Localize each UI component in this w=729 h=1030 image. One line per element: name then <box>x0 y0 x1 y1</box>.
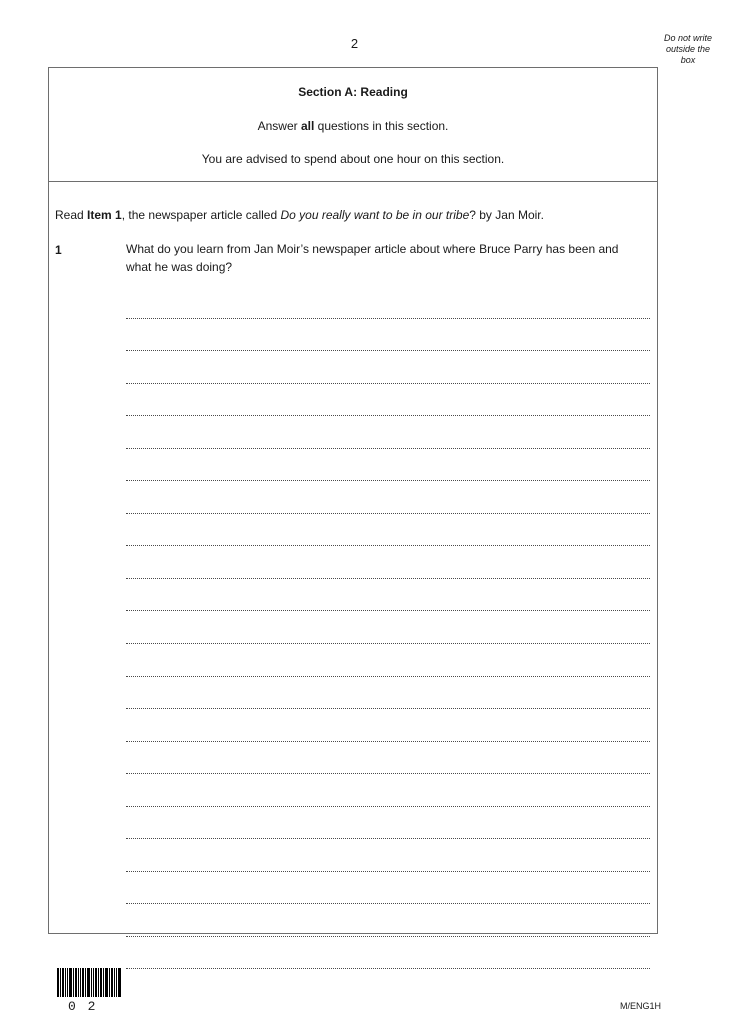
document-code: M/ENG1H <box>620 1001 662 1011</box>
answer-line[interactable] <box>126 351 650 384</box>
answer-line[interactable] <box>126 319 650 352</box>
answer-line[interactable] <box>126 839 650 872</box>
answer-line[interactable] <box>126 904 650 937</box>
answer-line[interactable] <box>126 872 650 905</box>
answer-line[interactable] <box>126 384 650 417</box>
margin-note <box>660 33 716 66</box>
instruction-text: Answer <box>257 119 301 133</box>
answer-line[interactable] <box>126 514 650 547</box>
answer-line[interactable] <box>126 774 650 807</box>
reading-instruction <box>55 208 544 222</box>
intro-text-mid: , the newspaper article called <box>121 208 281 222</box>
answer-line[interactable] <box>126 677 650 710</box>
answer-line[interactable] <box>126 742 650 775</box>
instruction-emphasis: all <box>300 119 315 133</box>
time-advice: You are advised to spend about one hour on this section. <box>201 152 505 166</box>
question-text: What do you learn from Jan Moir’s newspaper article about where Bruce Parry has been and what he was doing? <box>126 242 619 274</box>
section-title: Section A: Reading <box>298 85 408 99</box>
answer-line[interactable] <box>126 286 650 319</box>
answer-line[interactable] <box>126 807 650 840</box>
answer-line[interactable] <box>126 416 650 449</box>
answer-line[interactable] <box>126 579 650 612</box>
intro-text-end: ? by Jan Moir. <box>469 208 544 222</box>
answer-line[interactable] <box>126 546 650 579</box>
section-header <box>49 68 657 182</box>
article-title: Do you really want to be in our tribe <box>280 208 470 222</box>
answer-area[interactable] <box>126 286 650 969</box>
intro-text: Read <box>55 208 88 222</box>
question-number: 1 <box>55 243 62 257</box>
page-number: 2 <box>350 36 359 51</box>
margin-note-line: Do not write <box>663 33 713 43</box>
answer-line[interactable] <box>126 449 650 482</box>
answer-box-frame <box>48 67 658 934</box>
answer-line[interactable] <box>126 709 650 742</box>
margin-note-line: outside the <box>665 44 711 54</box>
instruction-text-end: questions in this section. <box>314 119 449 133</box>
answer-line[interactable] <box>126 611 650 644</box>
answer-line[interactable] <box>126 481 650 514</box>
barcode <box>57 968 121 997</box>
barcode-digits: 0 2 <box>68 999 98 1014</box>
section-instruction <box>49 119 657 133</box>
answer-line[interactable] <box>126 644 650 677</box>
item-reference: Item 1 <box>87 208 122 222</box>
answer-line[interactable] <box>126 937 650 970</box>
margin-note-line: box <box>680 55 696 65</box>
